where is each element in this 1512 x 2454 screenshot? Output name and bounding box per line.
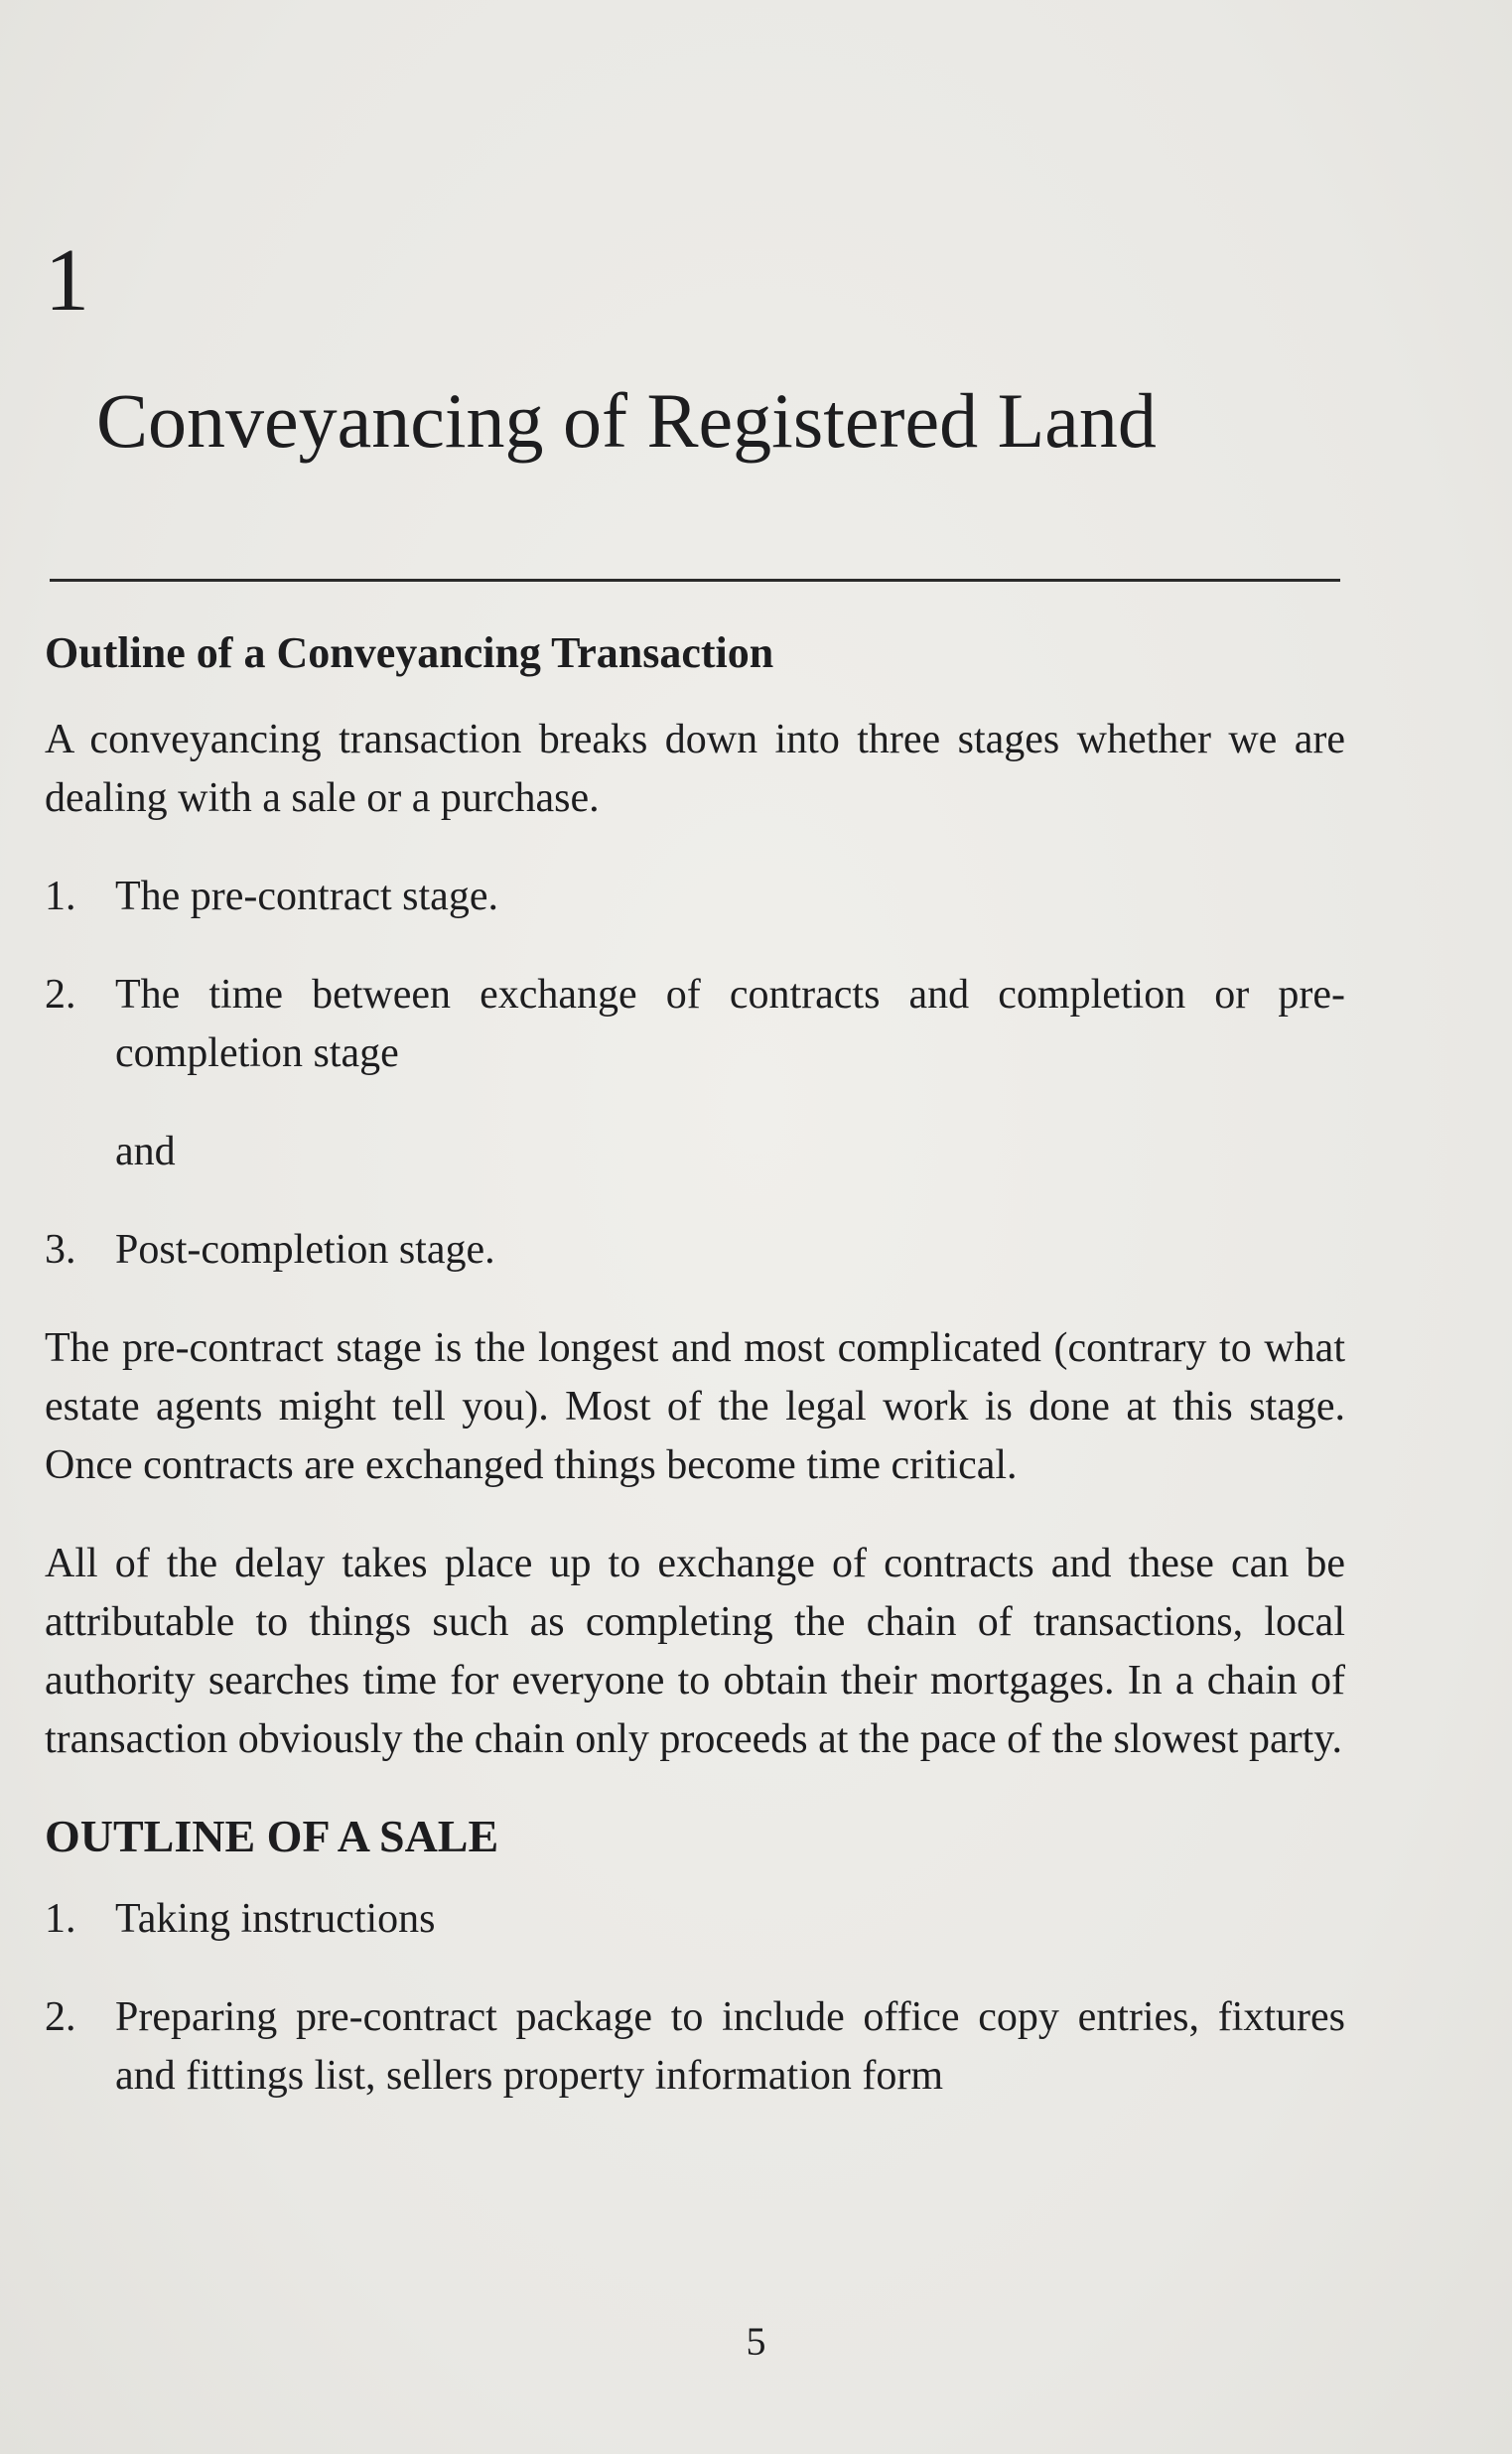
sale-steps-list <box>45 1890 1345 2106</box>
body-paragraph: All of the delay takes place up to exchange of contracts and these can be attributable to things such as completing the chain of transactions, local authority searches time for everyone to obtain their mortgages. In a chain of transaction obviously the chain only proceeds at the pace of the slowest party. <box>45 1541 1345 1762</box>
stages-list-continued <box>45 1221 1345 1280</box>
page-number: 5 <box>746 2319 766 2364</box>
sale-heading: OUTLINE OF A SALE <box>45 1811 499 1861</box>
list-text: Post-completion stage. <box>115 1227 495 1273</box>
body-paragraph: The pre-contract stage is the longest and most complicated (contrary to what estate agents might tell you). Most of the legal work is done at this stage. Once contracts are exchanged things become time critical. <box>45 1325 1345 1488</box>
body-text <box>45 625 1345 2145</box>
list-item <box>45 966 1345 1083</box>
list-item <box>45 1988 1345 2106</box>
title-divider <box>50 579 1340 582</box>
intro-paragraph: A conveyancing transaction breaks down into three stages whether we are dealing with a sale or a purchase. <box>45 717 1345 821</box>
list-number: 1. <box>45 1896 76 1942</box>
chapter-title: Conveyancing of Registered Land <box>96 377 1157 464</box>
list-item <box>45 1221 1345 1280</box>
list-number: 1. <box>45 874 76 919</box>
list-item <box>45 868 1345 926</box>
stages-list <box>45 868 1345 1083</box>
list-text: Preparing pre-contract package to include office copy entries, fixtures and fittings list, sellers property information form <box>115 1994 1345 2099</box>
section-heading: Outline of a Conveyancing Transaction <box>45 628 774 677</box>
list-item <box>45 1890 1345 1949</box>
list-number: 2. <box>45 1994 76 2040</box>
list-text: The time between exchange of contracts and completion or pre-completion stage <box>115 972 1345 1076</box>
list-text: Taking instructions <box>115 1896 436 1942</box>
list-number: 2. <box>45 972 76 1018</box>
list-text: The pre-contract stage. <box>115 874 498 919</box>
chapter-number: 1 <box>45 231 89 330</box>
and-connector: and <box>115 1129 176 1174</box>
list-number: 3. <box>45 1227 76 1273</box>
